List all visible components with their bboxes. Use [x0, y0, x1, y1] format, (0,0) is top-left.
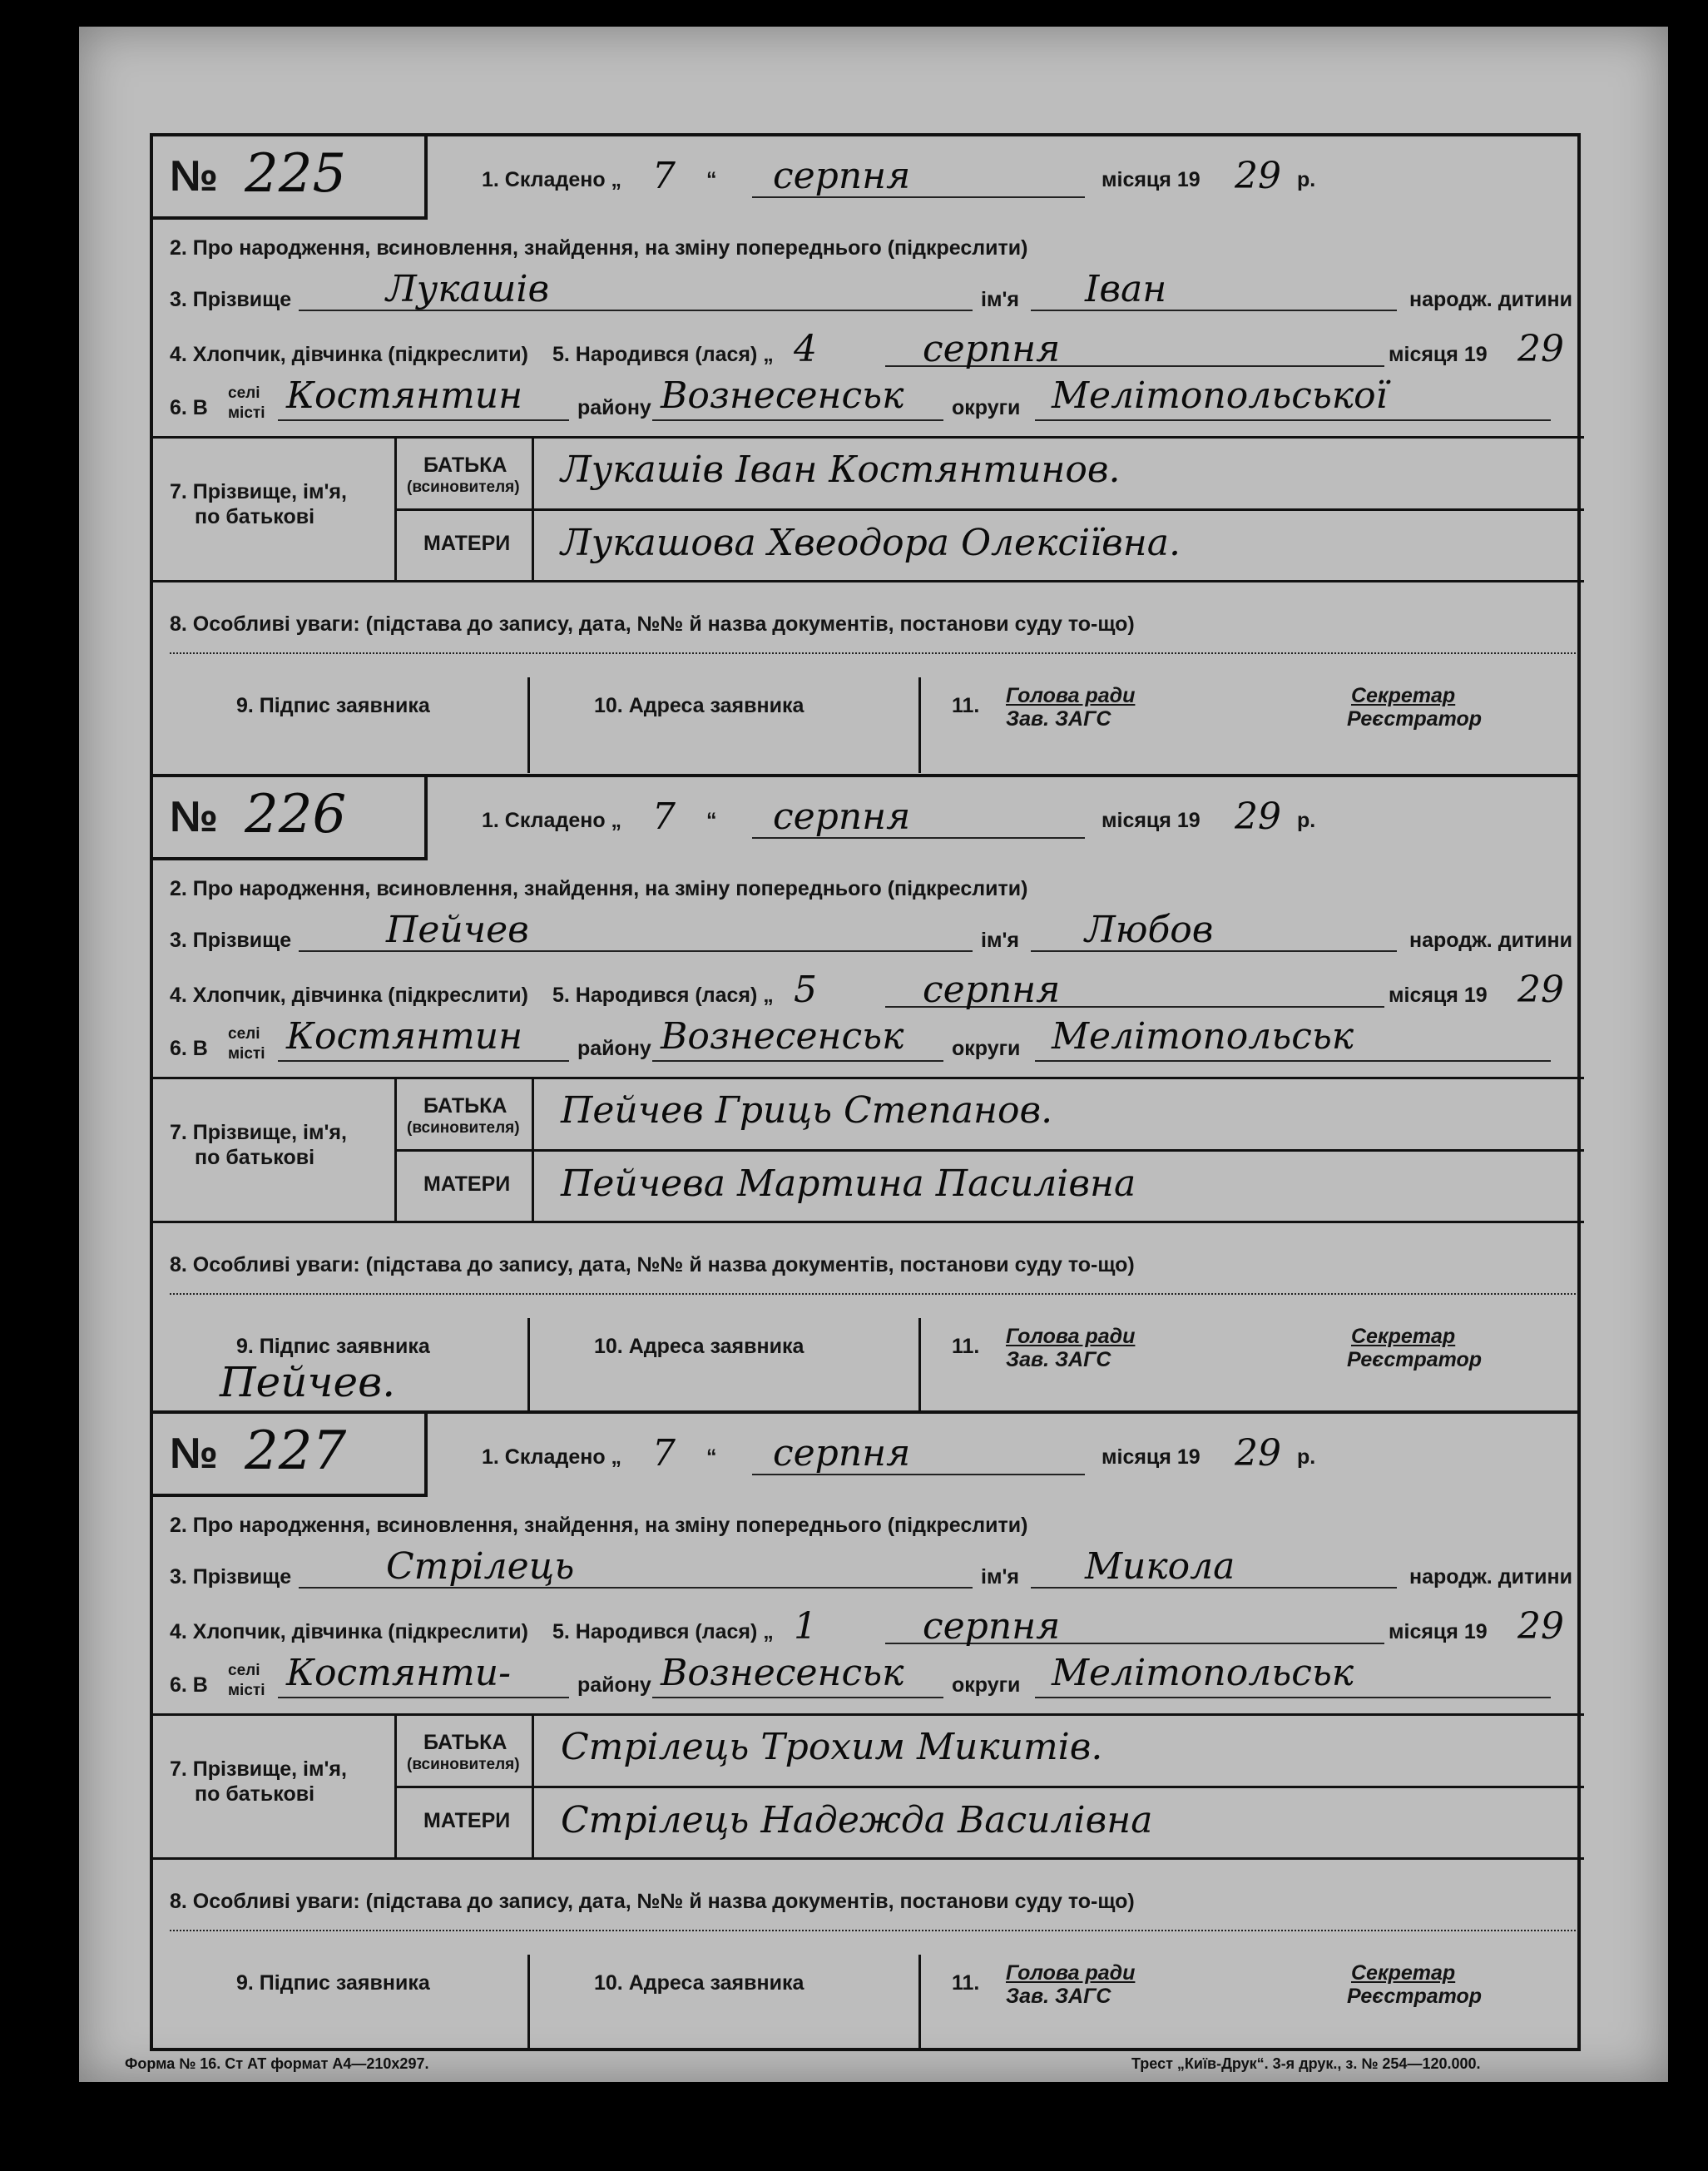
born-month: серпня: [923, 328, 1061, 370]
birth-record: [150, 1410, 1581, 2051]
sex-label: 4. Хлопчик, дівчинка (підкреслити): [170, 1620, 528, 1643]
parents-grid: [153, 1077, 1584, 1223]
child-name: Іван: [1085, 268, 1167, 310]
name-label: ім'я: [981, 1565, 1019, 1589]
address-label: 10. Адреса заявника: [594, 1971, 804, 1995]
form-footer-right: Трест „Київ-Друк“. 3-я друк., з. № 254—120.000.: [1131, 2055, 1481, 2072]
born-label: 5. Народився (лася) „: [552, 1620, 774, 1643]
okruh-value: Мелітопольськ: [1052, 1015, 1354, 1058]
child-label: народж. дитини: [1409, 929, 1573, 952]
record-number-box: [153, 136, 428, 220]
rayon-value: Вознесенськ: [661, 374, 904, 417]
secretary-label: Секретар: [1351, 1325, 1456, 1348]
parents-label-1: 7. Прізвище, ім'я,: [170, 1757, 347, 1781]
father-name: Стрілець Трохим Микитів.: [561, 1726, 1103, 1768]
born-label: 5. Народився (лася) „: [552, 984, 774, 1007]
child-surname: Пейчев: [386, 909, 529, 951]
birth-place: Костянтин: [286, 374, 523, 417]
child-name: Микола: [1085, 1545, 1235, 1588]
born-year: 29: [1517, 969, 1564, 1011]
mother-label: МАТЕРИ: [423, 1172, 511, 1196]
parents-grid: [153, 436, 1584, 582]
registrar-label: Реєстратор: [1347, 1348, 1483, 1371]
secretary-label: Секретар: [1351, 1961, 1456, 1985]
year-r: р.: [1297, 1445, 1316, 1469]
address-label: 10. Адреса заявника: [594, 694, 804, 717]
born-year: 29: [1517, 1605, 1564, 1648]
okruh-value: Мелітопольської: [1052, 374, 1388, 417]
zags-label: Зав. ЗАГС: [1006, 1348, 1111, 1371]
head-number: 11.: [952, 1971, 980, 1995]
composed-year: 29: [1235, 1432, 1281, 1475]
okruh-label: округи: [952, 1673, 1021, 1697]
record-number: 225: [245, 143, 347, 205]
zags-label: Зав. ЗАГС: [1006, 707, 1111, 731]
child-name: Любов: [1085, 909, 1214, 951]
composed-day: 7: [652, 796, 676, 838]
place-label: 6. В: [170, 1037, 208, 1060]
sex-label: 4. Хлопчик, дівчинка (підкреслити): [170, 343, 528, 366]
parents-label-1: 7. Прізвище, ім'я,: [170, 480, 347, 503]
rayon-label: району: [577, 1037, 651, 1060]
birth-place: Костянти-: [286, 1652, 511, 1694]
record-number-box: [153, 1414, 428, 1497]
composed-day: 7: [652, 155, 676, 197]
month-label: місяця 19: [1102, 1445, 1201, 1469]
sex-label: 4. Хлопчик, дівчинка (підкреслити): [170, 984, 528, 1007]
composed-month: серпня: [773, 155, 911, 197]
parents-label-2: по батькові: [195, 1146, 315, 1169]
composed-label: 1. Складено „: [482, 809, 622, 832]
composed-month: серпня: [773, 796, 911, 838]
rayon-label: району: [577, 396, 651, 419]
notes-label: 8. Особливі уваги: (підстава до запису, дата, №№ й назва документів, постанови суду то-що): [170, 1253, 1135, 1276]
applicant-sign-label: 9. Підпис заявника: [236, 1971, 430, 1995]
parents-grid: [153, 1713, 1584, 1860]
about-label: 2. Про народження, всиновлення, знайдення, на зміну попереднього (підкреслити): [170, 877, 1028, 900]
composed-year: 29: [1235, 796, 1281, 838]
composed-label: 1. Складено „: [482, 168, 622, 191]
father-sub-label: (всиновителя): [407, 1119, 520, 1137]
notes-label: 8. Особливі уваги: (підстава до запису, дата, №№ й назва документів, постанови суду то-що): [170, 1890, 1135, 1913]
notes-label: 8. Особливі уваги: (підстава до запису, дата, №№ й назва документів, постанови суду то-що): [170, 612, 1135, 636]
number-sign: №: [170, 1430, 218, 1478]
head-number: 11.: [952, 1335, 980, 1358]
about-label: 2. Про народження, всиновлення, знайдення, на зміну попереднього (підкреслити): [170, 1514, 1028, 1537]
record-number: 227: [245, 1420, 347, 1482]
rayon-label: району: [577, 1673, 651, 1697]
selo-label: селі: [228, 1662, 260, 1679]
composed-quote: “: [706, 1445, 717, 1469]
okruh-label: округи: [952, 1037, 1021, 1060]
about-label: 2. Про народження, всиновлення, знайдення, на зміну попереднього (підкреслити): [170, 236, 1028, 260]
parents-label-1: 7. Прізвище, ім'я,: [170, 1121, 347, 1144]
year-r: р.: [1297, 809, 1316, 832]
okruh-label: округи: [952, 396, 1021, 419]
composed-label: 1. Складено „: [482, 1445, 622, 1469]
born-month: серпня: [923, 1605, 1061, 1648]
month-label: місяця 19: [1102, 168, 1201, 191]
record-number-box: [153, 777, 428, 860]
name-label: ім'я: [981, 288, 1019, 311]
born-month-label: місяця 19: [1389, 343, 1488, 366]
registrar-label: Реєстратор: [1347, 707, 1483, 731]
address-label: 10. Адреса заявника: [594, 1335, 804, 1358]
born-month-label: місяця 19: [1389, 984, 1488, 1007]
head-number: 11.: [952, 694, 980, 717]
birth-place: Костянтин: [286, 1015, 523, 1058]
mother-name: Стрілець Надежда Василівна: [561, 1799, 1153, 1841]
child-label: народж. дитини: [1409, 1565, 1573, 1589]
rayon-value: Вознесенськ: [661, 1652, 904, 1694]
rayon-value: Вознесенськ: [661, 1015, 904, 1058]
applicant-sign-label: 9. Підпис заявника: [236, 1335, 430, 1358]
place-label: 6. В: [170, 1673, 208, 1697]
child-surname: Лукашів: [386, 268, 550, 310]
born-day: 5: [794, 969, 817, 1011]
misti-label: місті: [228, 1682, 265, 1699]
father-sub-label: (всиновителя): [407, 1756, 520, 1773]
composed-year: 29: [1235, 155, 1281, 197]
selo-label: селі: [228, 1025, 260, 1043]
number-sign: №: [170, 152, 218, 201]
form-footer-left: Форма № 16. Ст АТ формат А4—210х297.: [125, 2055, 429, 2072]
birth-record: [150, 774, 1581, 1410]
birth-record: [150, 133, 1581, 774]
mother-name: Пейчева Мартина Пасилівна: [561, 1162, 1136, 1205]
mother-name: Лукашова Хвеодора Олексіївна.: [561, 522, 1181, 564]
surname-label: 3. Прізвище: [170, 929, 292, 952]
applicant-signature: Пейчев.: [220, 1358, 396, 1406]
father-label: БАТЬКА: [423, 1731, 507, 1754]
born-year: 29: [1517, 328, 1564, 370]
parents-label-2: по батькові: [195, 505, 315, 528]
born-month-label: місяця 19: [1389, 1620, 1488, 1643]
okruh-value: Мелітопольськ: [1052, 1652, 1354, 1694]
registrar-label: Реєстратор: [1347, 1985, 1483, 2008]
child-surname: Стрілець: [386, 1545, 575, 1588]
head-label: Голова ради: [1006, 1961, 1136, 1985]
zags-label: Зав. ЗАГС: [1006, 1985, 1111, 2008]
born-label: 5. Народився (лася) „: [552, 343, 774, 366]
selo-label: селі: [228, 384, 260, 402]
month-label: місяця 19: [1102, 809, 1201, 832]
number-sign: №: [170, 793, 218, 841]
mother-label: МАТЕРИ: [423, 532, 511, 555]
composed-quote: “: [706, 809, 717, 832]
born-month: серпня: [923, 969, 1061, 1011]
surname-label: 3. Прізвище: [170, 288, 292, 311]
born-day: 1: [794, 1605, 817, 1648]
father-sub-label: (всиновителя): [407, 478, 520, 496]
composed-month: серпня: [773, 1432, 911, 1475]
head-label: Голова ради: [1006, 684, 1136, 707]
year-r: р.: [1297, 168, 1316, 191]
signature-row: [153, 1955, 1584, 2050]
composed-day: 7: [652, 1432, 676, 1475]
signature-row: [153, 677, 1584, 773]
composed-quote: “: [706, 168, 717, 191]
record-number: 226: [245, 784, 347, 845]
born-day: 4: [794, 328, 817, 370]
surname-label: 3. Прізвище: [170, 1565, 292, 1589]
mother-label: МАТЕРИ: [423, 1809, 511, 1832]
misti-label: місті: [228, 1045, 265, 1063]
father-label: БАТЬКА: [423, 454, 507, 477]
father-name: Лукашів Іван Костянтинов.: [561, 449, 1121, 491]
signature-row: [153, 1318, 1584, 1414]
misti-label: місті: [228, 404, 265, 422]
applicant-sign-label: 9. Підпис заявника: [236, 694, 430, 717]
place-label: 6. В: [170, 396, 208, 419]
parents-label-2: по батькові: [195, 1782, 315, 1806]
child-label: народж. дитини: [1409, 288, 1573, 311]
secretary-label: Секретар: [1351, 684, 1456, 707]
head-label: Голова ради: [1006, 1325, 1136, 1348]
name-label: ім'я: [981, 929, 1019, 952]
father-name: Пейчев Гриць Степанов.: [561, 1089, 1053, 1132]
father-label: БАТЬКА: [423, 1094, 507, 1118]
